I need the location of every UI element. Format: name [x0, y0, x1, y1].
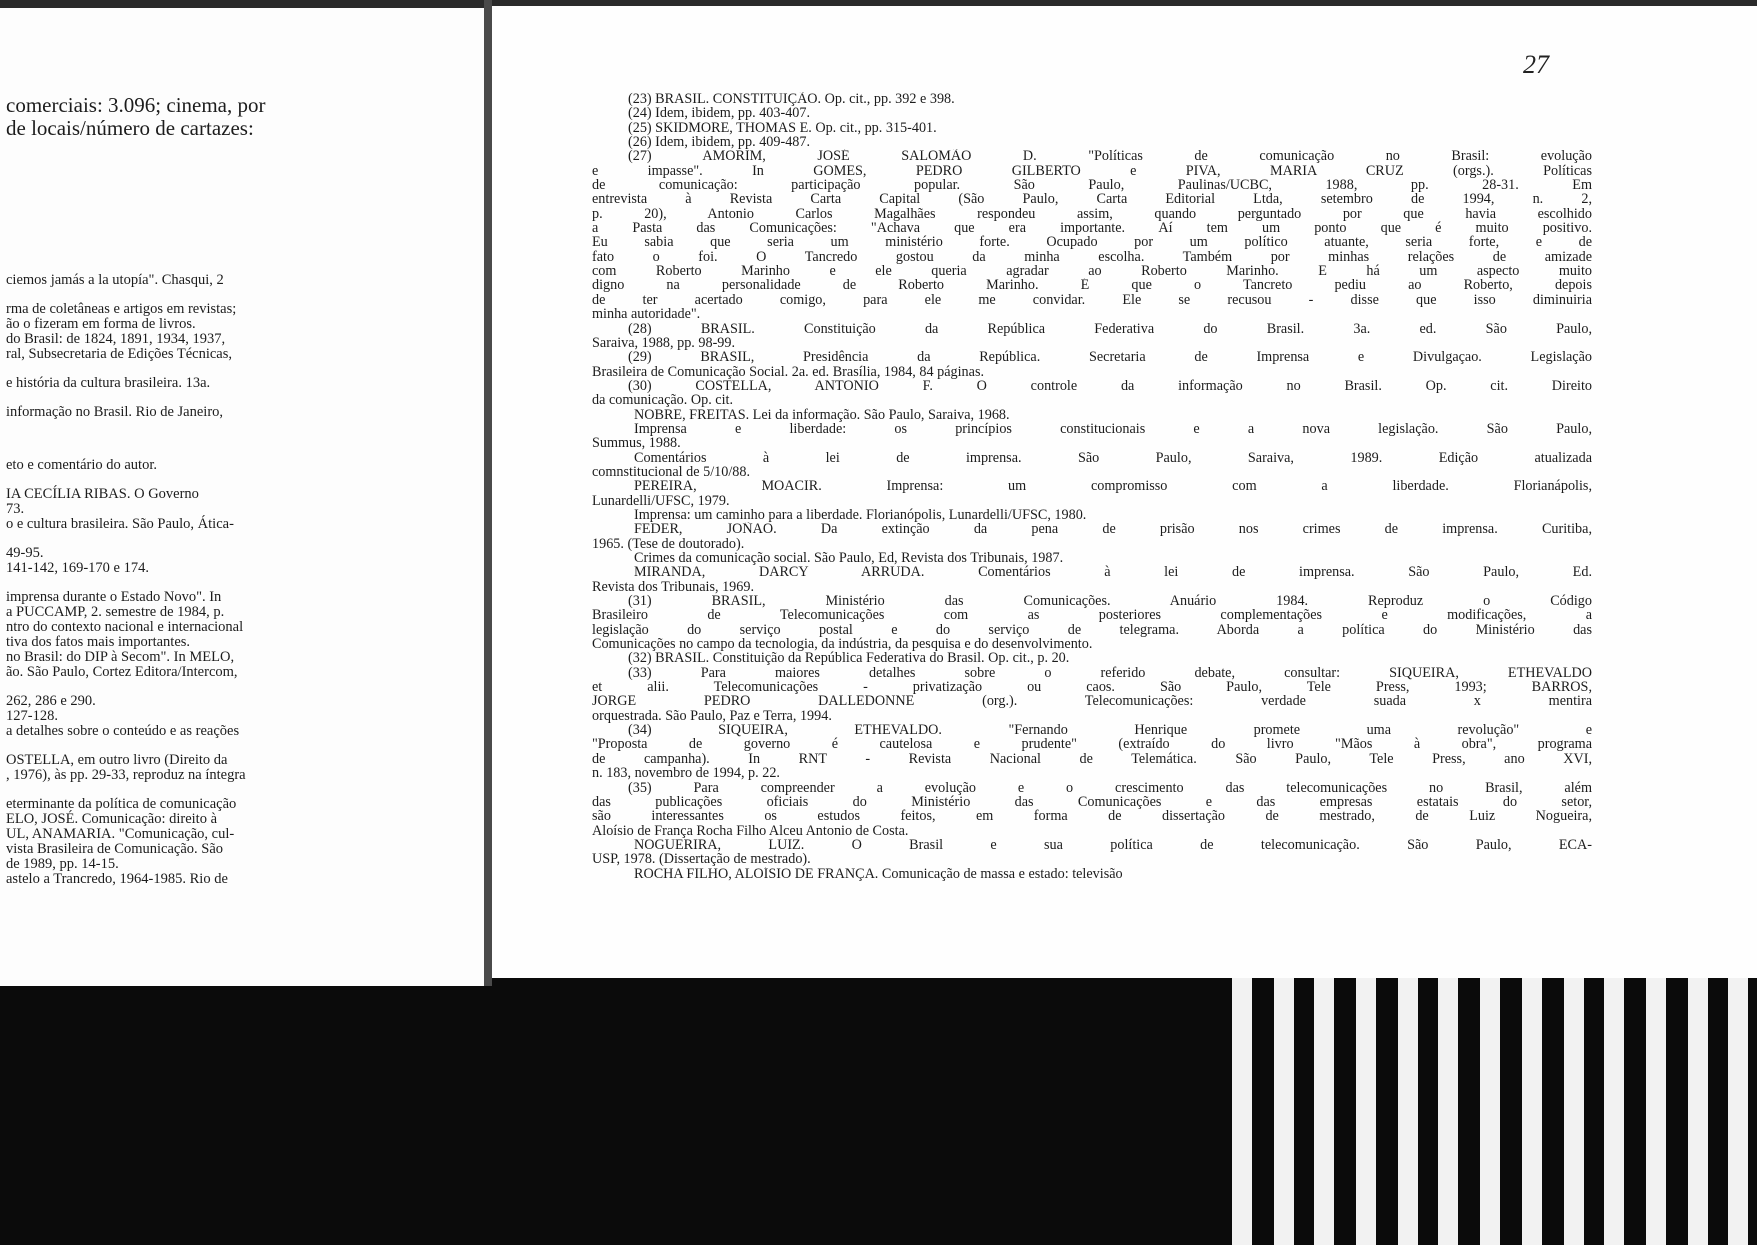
page-number: 27 — [1523, 50, 1549, 79]
footnote-line: comnstitucional de 5/10/88. — [592, 464, 751, 480]
footnote-line: digno na personalidade de Roberto Marinho. É que o Tancreto pediu ao Roberto, depois — [592, 278, 1592, 293]
footnote-line: Imprensa: um caminho para a liberdade. Florianópolis, Lunardelli/UFSC, 1980. — [634, 507, 1087, 523]
left-page-line: e história da cultura brasileira. 13a. — [6, 375, 211, 391]
footnote-line: e impasse". In GOMES, PEDRO GILBERTO e PIVA, MARIA CRUZ (orgs.). Políticas — [592, 163, 1592, 179]
footnote-line: (33) Para maiores detalhes sobre o referido debate, consultar: SIQUEIRA, ETHEVALDO — [628, 665, 1592, 681]
left-page-line: ral, Subsecretaria de Edições Técnicas, — [6, 346, 232, 362]
left-page-line: ciemos jamás a la utopía". Chasqui, 2 — [6, 272, 224, 288]
footnote-line: de comunicação: participação popular. São Paulo, Paulinas/UCBC, 1988, pp. 28-31. Em — [592, 178, 1592, 193]
left-page-line: no Brasil: do DIP à Secom". In MELO, — [6, 649, 235, 665]
footnote-line: Summus, 1988. — [592, 436, 681, 451]
footnote-line: fato o foi. O Tancredo gostou da minha escolha. Também por minhas relações de amizade — [592, 249, 1592, 265]
footnote-line: (35) Para compreender a evolução e o crescimento das telecomunicações no Brasil, além — [628, 780, 1592, 795]
footnote-line: Aloísio de França Rocha Filho Alceu Antonio de Costa. — [592, 823, 909, 838]
right-page — [492, 6, 1757, 978]
left-page-line: UL, ANAMARIA. "Comunicação, cul- — [6, 826, 235, 842]
footnote-line: p. 20), Antonio Carlos Magalhães respondeu assim, quando perguntado por que havia escolhido — [592, 206, 1592, 222]
footnote-line: MIRANDA, DARCY ARRUDA. Comentários à lei de imprensa. São Paulo, Ed. — [634, 565, 1592, 580]
scanner-bar — [1564, 978, 1584, 1245]
left-page-line: a PUCCAMP, 2. semestre de 1984, p. — [6, 604, 225, 620]
left-page-line: 49-95. — [6, 545, 44, 561]
left-page-line: , 1976), às pp. 29-33, reproduz na íntegra — [6, 767, 246, 783]
footnote-line: a Pasta das Comunicações: "Achava que era importante. Aí tem um ponto que é muito positivo. — [592, 221, 1592, 236]
left-page-line: rma de coletâneas e artigos em revistas; — [6, 301, 237, 317]
left-page-line: OSTELLA, em outro livro (Direito da — [6, 752, 228, 768]
scanner-bar — [1398, 978, 1418, 1245]
footnote-line: Comentários à lei de imprensa. São Paulo, Saraiva, 1989. Edição atualizada — [634, 450, 1592, 465]
footnote-line: Saraiva, 1988, pp. 98-99. — [592, 335, 736, 351]
footnote-line: Eu sabia que seria um ministério forte. Ocupado por um político atuante, seria forte, e de — [592, 235, 1592, 250]
footnote-line: Crimes da comunicação social. São Paulo, Ed, Revista dos Tribunais, 1987. — [634, 551, 1064, 566]
footnote-line: (23) BRASIL. CONSTITUIÇÃO. Op. cit., pp. 392 e 398. — [628, 92, 955, 107]
footnote-line: Brasileira de Comunicação Social. 2a. ed. Brasília, 1984, 84 páginas. — [592, 364, 985, 379]
footnote-line: "Proposta de governo é cautelosa e prudente" (extraído do livro "Mãos à obra", programa — [592, 737, 1592, 752]
scanner-bar — [1522, 978, 1542, 1245]
left-page-line: a detalhes sobre o conteúdo e as reações — [6, 723, 240, 739]
left-page-line: 127-128. — [6, 708, 58, 724]
footnote-line: Lunardelli/UFSC, 1979. — [592, 493, 730, 508]
scanner-barcode-strip — [1222, 978, 1757, 1245]
footnote-line: (30) COSTELLA, ANTONIO F. O controle da informação no Brasil. Op. cit. Direito — [628, 378, 1592, 394]
left-page-line: ELO, JOSÉ. Comunicação: direito à — [6, 811, 218, 827]
scanner-bar — [1604, 978, 1624, 1245]
footnote-line: com Roberto Marinho e ele queria agradar ao Roberto Marinho. E há um aspecto muito — [592, 264, 1592, 279]
footnote-line: de campanha). In RNT - Revista Nacional de Telemática. São Paulo, Tele Press, ano XVI, — [592, 751, 1592, 767]
footnote-line: n. 183, novembro de 1994, p. 22. — [592, 766, 780, 781]
footnote-line: USP, 1978. (Dissertação de mestrado). — [592, 852, 811, 867]
scanner-bar — [1480, 978, 1500, 1245]
left-page-line: de locais/número de cartazes: — [6, 116, 254, 140]
footnote-line: ROCHA FILHO, ALOÍSIO DE FRANÇA. Comunicação de massa e estado: televisão — [634, 866, 1123, 881]
left-page-line: ntro do contexto nacional e internacional — [6, 619, 244, 635]
scanner-bar — [1728, 978, 1748, 1245]
footnote-line: (29) BRASIL, Presidência da República. Secretaria de Imprensa e Divulgaçao. Legislação — [628, 350, 1592, 365]
scanner-bar — [1274, 978, 1294, 1245]
scanner-bar — [1438, 978, 1458, 1245]
left-page-line: eterminante da política de comunicação — [6, 796, 237, 812]
left-page-line: IA CECÍLIA RIBAS. O Governo — [6, 486, 199, 502]
footnote-line: (31) BRASIL, Ministério das Comunicações. Anuário 1984. Reproduz o Código — [628, 594, 1592, 609]
left-page-line: ão o fizeram em forma de livros. — [6, 316, 196, 332]
left-page-line: 262, 286 e 290. — [6, 693, 96, 709]
footnote-line: PEREIRA, MOACIR. Imprensa: um compromisso com a liberdade. Florianápolis, — [634, 479, 1592, 494]
left-page — [0, 8, 484, 986]
footnote-line: (28) BRASIL. Constituição da República Federativa do Brasil. 3a. ed. São Paulo, — [628, 321, 1592, 336]
footnote-line: (27) AMORIM, JOSÉ SALOMÃO D. "Políticas de comunicação no Brasil: evolução — [628, 149, 1592, 164]
footnote-line: (25) SKIDMORE, THOMAS E. Op. cit., pp. 315-401. — [628, 120, 937, 136]
footnote-line: entrevista à Revista Carta Capital (São Paulo, Carta Editorial Ltda, setembro de 1994, n. 2, — [592, 192, 1592, 207]
left-page-line: 73. — [6, 501, 25, 517]
footnote-line: de ter acertado comigo, para ele me convidar. Ele se recusou - disse que isso diminuiria — [592, 292, 1592, 308]
footnote-line: Comunicações no campo da tecnologia, da indústria, da pesquisa e do desenvolvimento. — [592, 637, 1093, 652]
footnote-line: NOGUERIRA, LUIZ. O Brasil e sua política de telecomunicação. São Paulo, ECA- — [634, 837, 1592, 853]
footnote-line: NOBRE, FREITAS. Lei da informação. São Paulo, Saraiva, 1968. — [634, 407, 1010, 422]
footnote-line: JORGE PEDRO DALLEDONNE (org.). Telecomunicações: verdade suada x mentira — [592, 694, 1592, 709]
footnote-line: (32) BRASIL. Constituição da República Federativa do Brasil. Op. cit., p. 20. — [628, 651, 1070, 666]
footnote-line: são interessantes os estudos feitos, em forma de dissertação de mestrado, de Luiz Nogueira, — [592, 809, 1592, 824]
footnote-line: (24) Idem, ibidem, pp. 403-407. — [628, 106, 811, 121]
footnote-line: 1965. (Tese de doutorado). — [592, 536, 745, 551]
scanner-bar — [1232, 978, 1252, 1245]
footnote-line: (26) Idem, ibidem, pp. 409-487. — [628, 135, 811, 150]
footnote-line: (34) SIQUEIRA, ETHEVALDO. "Fernando Henrique promete uma revolução" e — [628, 723, 1592, 738]
left-page-line: eto e comentário do autor. — [6, 457, 157, 473]
book-gutter — [484, 0, 492, 986]
footnote-line: et alii. Telecomunicações - privatização ou caos. São Paulo, Tele Press, 1993; BARROS, — [592, 680, 1592, 695]
left-page-line: tiva dos fatos mais importantes. — [6, 634, 191, 650]
footnote-line: Imprensa e liberdade: os princípios constitucionais e a nova legislação. São Paulo, — [634, 421, 1592, 437]
scanner-bar — [1314, 978, 1334, 1245]
footnote-line: legislação do serviço postal e do serviço de telegrama. Aborda a política do Ministério das — [592, 622, 1592, 638]
scanner-bar — [1688, 978, 1708, 1245]
left-page-line: 141-142, 169-170 e 174. — [6, 560, 149, 576]
footnote-line: Brasileiro de Telecomunicações com as posteriores complementações e modificações, a — [592, 608, 1592, 623]
left-page-line: imprensa durante o Estado Novo". In — [6, 589, 222, 605]
scanner-bar — [1646, 978, 1666, 1245]
left-page-line: do Brasil: de 1824, 1891, 1934, 1937, — [6, 331, 226, 347]
left-page-line: o e cultura brasileira. São Paulo, Ática- — [6, 516, 234, 532]
footnote-line: da comunicação. Op. cit. — [592, 393, 734, 408]
left-page-line: informação no Brasil. Rio de Janeiro, — [6, 404, 224, 420]
left-page-line: de 1989, pp. 14-15. — [6, 856, 119, 872]
footnote-line: Revista dos Tribunais, 1969. — [592, 579, 754, 595]
left-page-line: vista Brasileira de Comunicação. São — [6, 841, 224, 857]
footnote-line: minha autoridade". — [592, 307, 701, 322]
footnote-line: das publicações oficiais do Ministério das Comunicações e das empresas estatais do setor, — [592, 794, 1592, 810]
left-page-line: astelo a Trancredo, 1964-1985. Rio de — [6, 871, 228, 887]
footnote-line: FEDER, JOÑAO. Da extinção da pena de prisão nos crimes de imprensa. Curitiba, — [634, 522, 1592, 537]
footnotes-block — [592, 92, 1592, 881]
footnote-line: orquestrada. São Paulo, Paz e Terra, 1994. — [592, 708, 832, 724]
left-page-line: comerciais: 3.096; cinema, por — [6, 93, 266, 117]
scanner-bar — [1356, 978, 1376, 1245]
left-page-line: ão. São Paulo, Cortez Editora/Intercom, — [6, 664, 238, 680]
